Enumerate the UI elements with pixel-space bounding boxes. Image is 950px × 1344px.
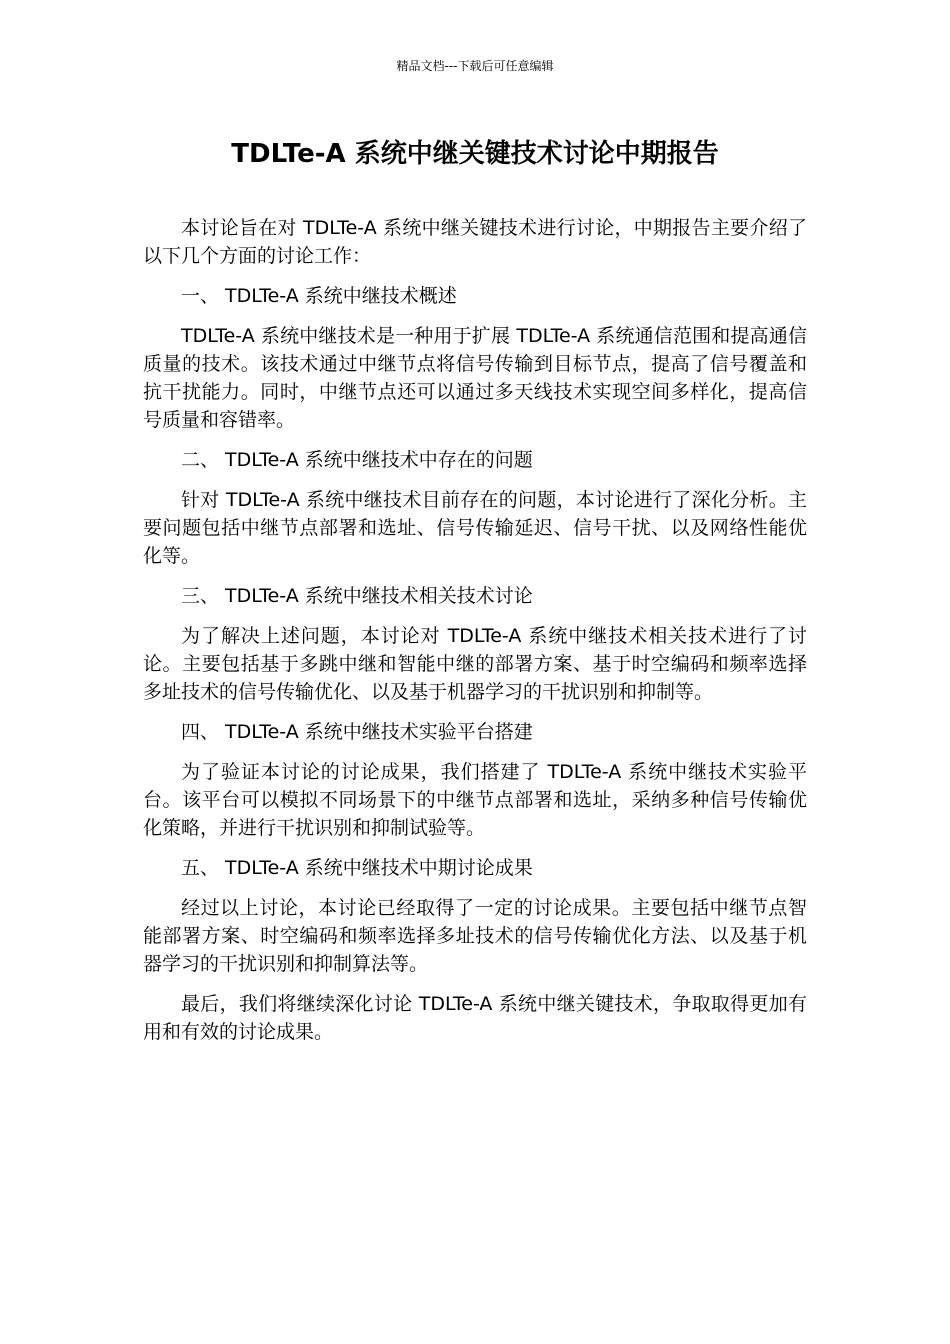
section-body-3: 为了解决上述问题，本讨论对 TDLTe-A 系统中继技术相关技术进行了讨论。主要包括基于多跳中继和智能中继的部署方案、基于时空编码和频率选择多址技术的信号传输优化、以及基于机器学习的干扰识别和抑制等。 bbox=[143, 625, 807, 703]
header-note: 精品文档---下载后可任意编辑 bbox=[396, 59, 554, 73]
intro-paragraph: 本讨论旨在对 TDLTe-A 系统中继关键技术进行讨论，中期报告主要介绍了以下几个方面的讨论工作： bbox=[143, 217, 807, 267]
section-body-5: 经过以上讨论，本讨论已经取得了一定的讨论成果。主要包括中继节点智能部署方案、时空编码和频率选择多址技术的信号传输优化方法、以及基于机器学习的干扰识别和抑制算法等。 bbox=[143, 897, 807, 975]
conclusion-paragraph: 最后，我们将继续深化讨论 TDLTe-A 系统中继关键技术，争取取得更加有用和有效的讨论成果。 bbox=[143, 993, 807, 1043]
section-body-1: TDLTe-A 系统中继技术是一种用于扩展 TDLTe-A 系统通信范围和提高通信质量的技术。该技术通过中继节点将信号传输到目标节点，提高了信号覆盖和抗干扰能力。同时，中继节点还可以通过多天线技术实现空间多样化，提高信号质量和容错率。 bbox=[143, 325, 807, 431]
section-body-4: 为了验证本讨论的讨论成果，我们搭建了 TDLTe-A 系统中继技术实验平台。该平台可以模拟不同场景下的中继节点部署和选址，采纳多种信号传输优化策略，并进行干扰识别和抑制试验等。 bbox=[143, 761, 807, 839]
document-title: TDLTe-A 系统中继关键技术讨论中期报告 bbox=[231, 139, 719, 169]
section-heading-3: 三、 TDLTe-A 系统中继技术相关技术讨论 bbox=[181, 585, 533, 607]
document-body bbox=[143, 214, 807, 1058]
section-heading-5: 五、 TDLTe-A 系统中继技术中期讨论成果 bbox=[181, 857, 533, 879]
section-body-2: 针对 TDLTe-A 系统中继技术目前存在的问题，本讨论进行了深化分析。主要问题包括中继节点部署和选址、信号传输延迟、信号干扰、以及网络性能优化等。 bbox=[143, 489, 807, 567]
section-heading-4: 四、 TDLTe-A 系统中继技术实验平台搭建 bbox=[181, 721, 533, 743]
section-heading-1: 一、 TDLTe-A 系统中继技术概述 bbox=[181, 285, 457, 307]
section-heading-2: 二、 TDLTe-A 系统中继技术中存在的问题 bbox=[181, 449, 533, 471]
